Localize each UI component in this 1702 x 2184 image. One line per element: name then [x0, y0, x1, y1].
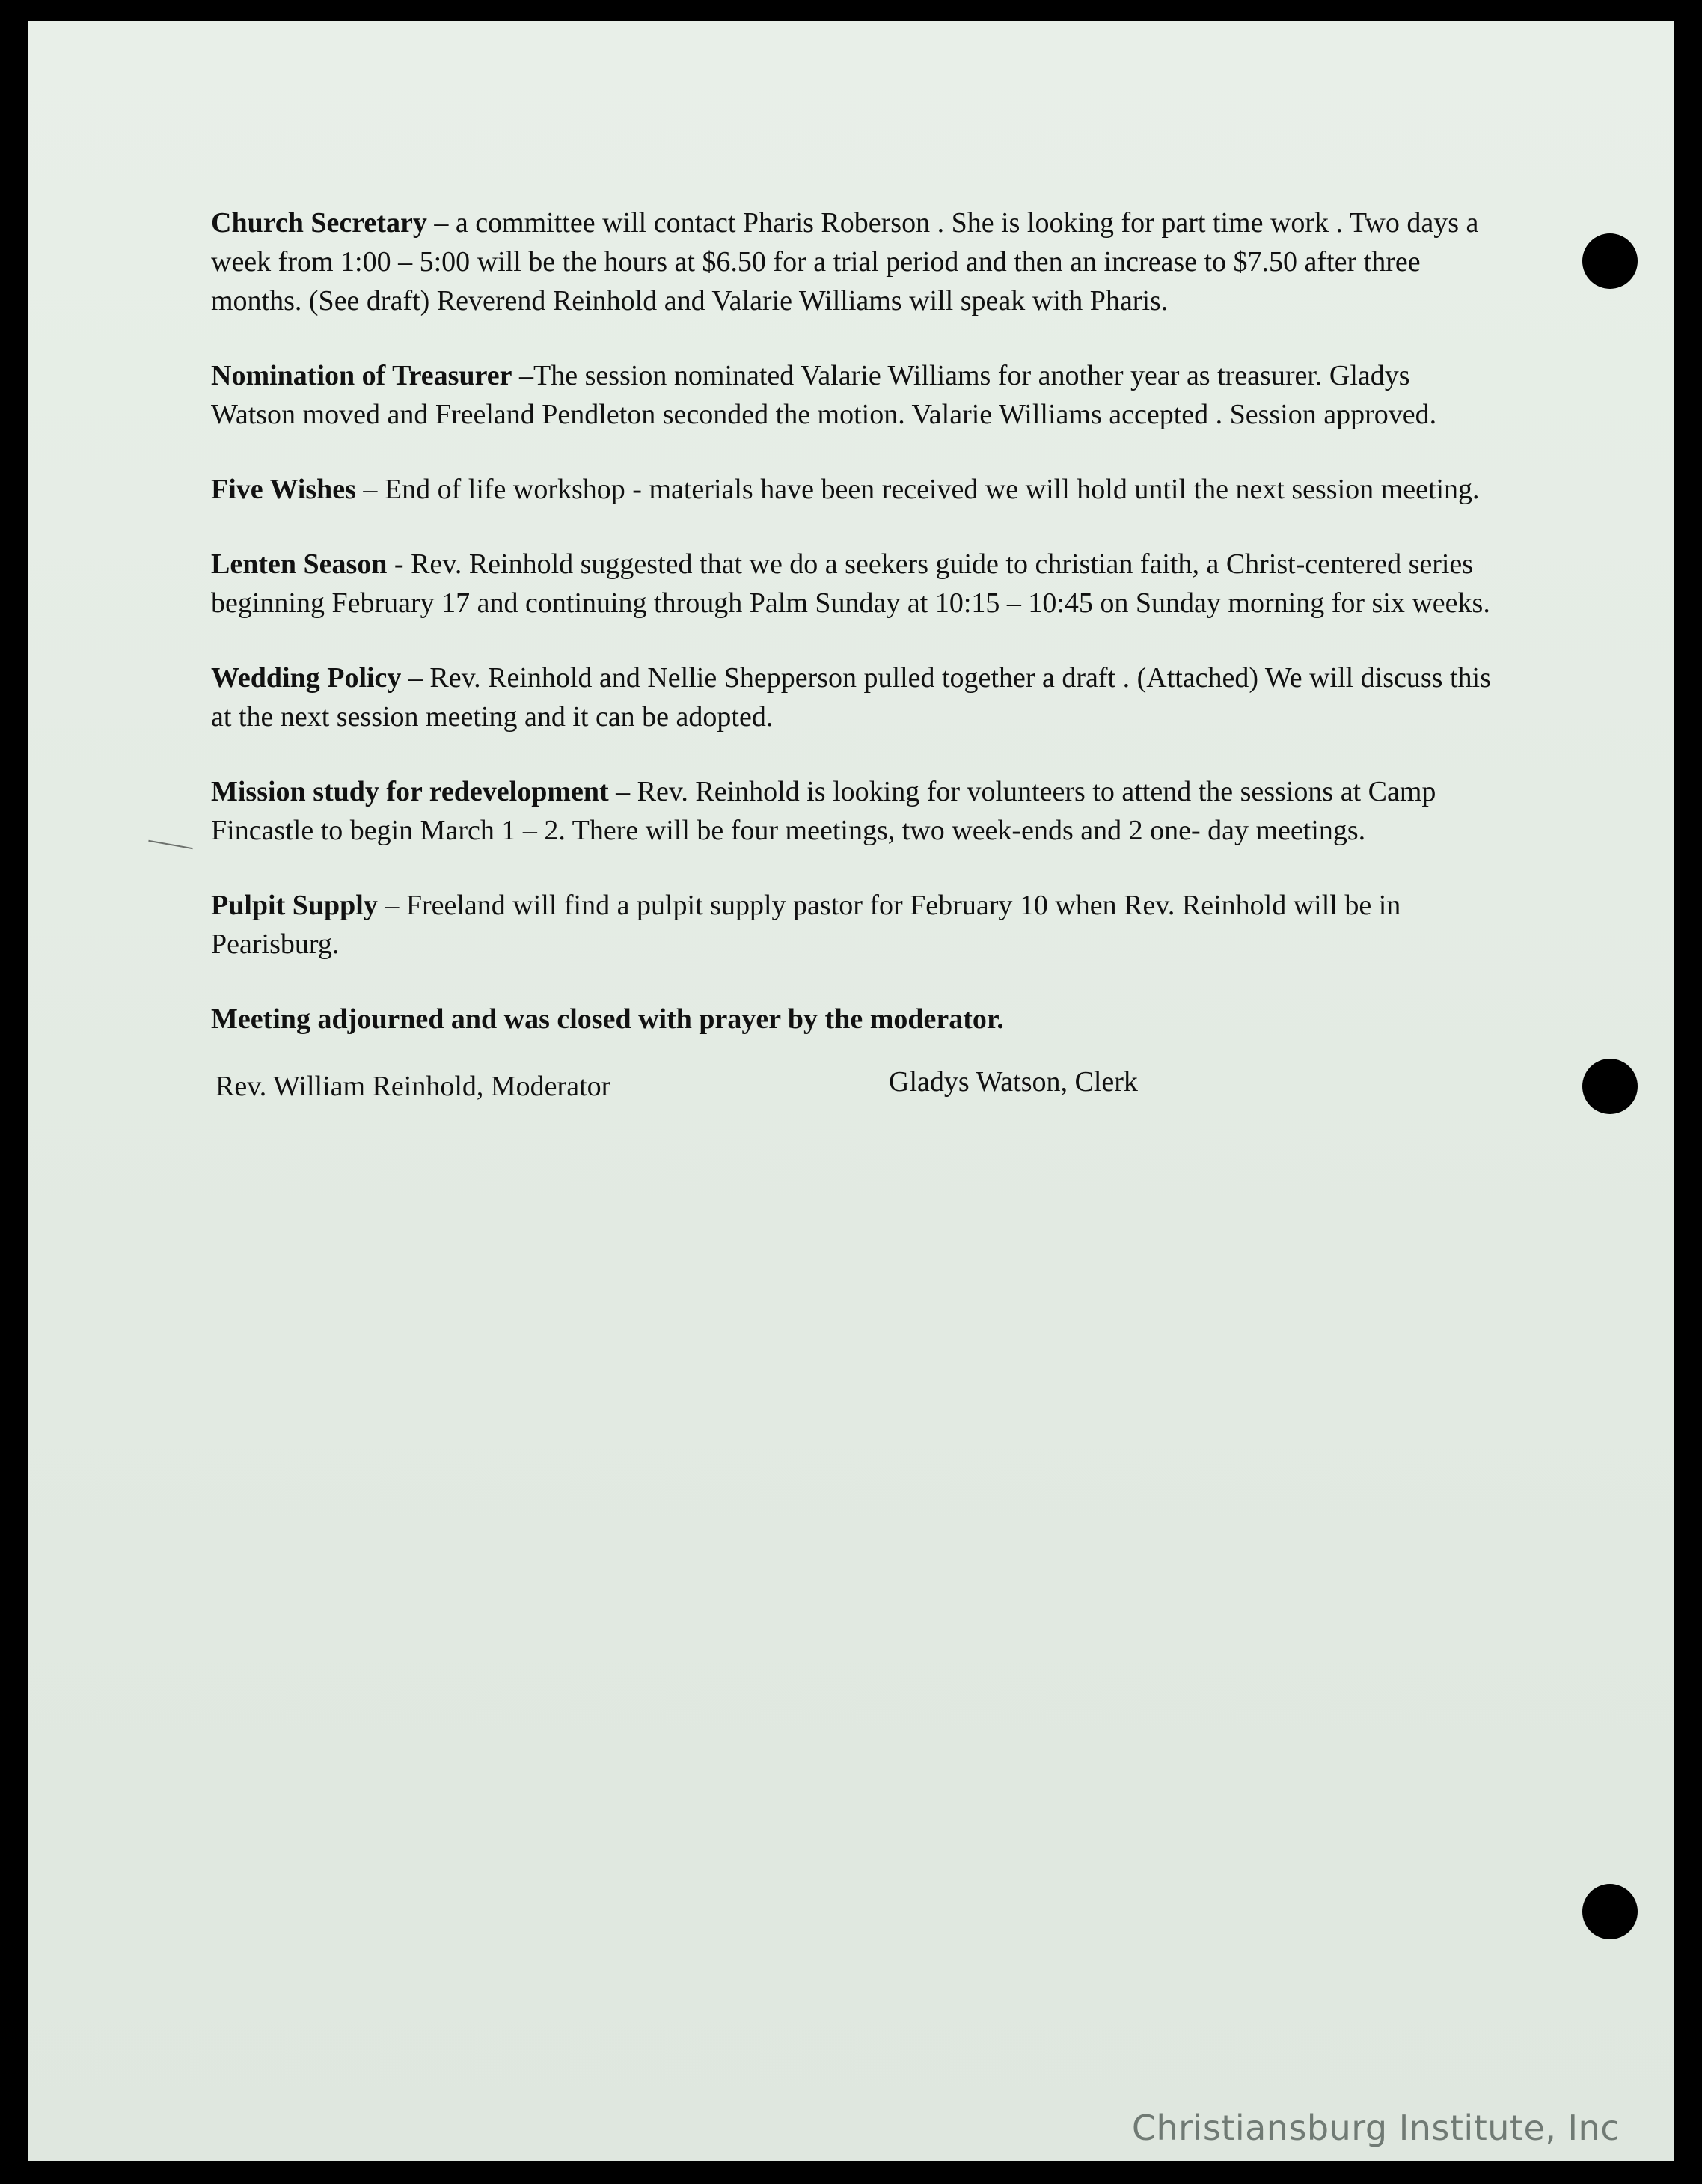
- item-text: - Rev. Reinhold suggested that we do a seekers guide to christian faith, a Christ-centered series beginning February 17 and continuing through Palm Sunday at 10:15 – 10:45 on Sunday morning for six weeks.: [211, 548, 1490, 619]
- agenda-item-five-wishes: [211, 470, 1498, 509]
- signature-block: [211, 1067, 1498, 1112]
- item-text: – a committee will contact Pharis Roberson . She is looking for part time work . Two days a week from 1:00 – 5:00 will be the hours at $6.50 for a trial period and then an increase to $7.50 after three months. (See draft) Reverend Reinhold and Valarie Williams will speak with Pharis.: [211, 207, 1479, 316]
- closing-statement: Meeting adjourned and was closed with prayer by the moderator.: [211, 1003, 1004, 1035]
- item-title: Five Wishes: [211, 474, 356, 505]
- punch-hole-top: [1582, 233, 1638, 289]
- item-text: – Rev. Reinhold is looking for volunteers to attend the sessions at Camp Fincastle to begin March 1 – 2. There will be four meetings, two week-ends and 2 one- day meetings.: [211, 776, 1436, 846]
- pencil-tick-mark: [148, 840, 192, 849]
- punch-hole-middle: [1582, 1059, 1638, 1114]
- archive-watermark: Christiansburg Institute, Inc: [1131, 2108, 1620, 2148]
- item-title: Pulpit Supply: [211, 890, 378, 921]
- item-text: – Rev. Reinhold and Nellie Shepperson pulled together a draft . (Attached) We will discuss this at the next session meeting and it can be adopted.: [211, 662, 1491, 732]
- moderator-signature: Rev. William Reinhold, Moderator: [215, 1071, 611, 1102]
- item-title: Mission study for redevelopment: [211, 776, 609, 807]
- agenda-item-wedding-policy: [211, 658, 1498, 736]
- item-title: Lenten Season: [211, 548, 388, 580]
- item-text: – Freeland will find a pulpit supply pastor for February 10 when Rev. Reinhold will be in Pearisburg.: [211, 890, 1401, 960]
- agenda-item-church-secretary: [211, 204, 1498, 320]
- minutes-body: [211, 204, 1498, 1112]
- agenda-item-lenten-season: [211, 545, 1498, 623]
- item-text: –The session nominated Valarie Williams for another year as treasurer. Gladys Watson moved and Freeland Pendleton seconded the motion. Valarie Williams accepted . Session approved.: [211, 360, 1437, 430]
- agenda-item-mission-study: [211, 772, 1498, 850]
- agenda-item-pulpit-supply: [211, 886, 1498, 964]
- item-title: Wedding Policy: [211, 662, 402, 694]
- item-title: Nomination of Treasurer: [211, 360, 512, 391]
- item-title: Church Secretary: [211, 207, 427, 239]
- clerk-signature: Gladys Watson, Clerk: [889, 1066, 1138, 1098]
- agenda-item-nomination-of-treasurer: [211, 356, 1498, 434]
- punch-hole-bottom: [1582, 1884, 1638, 1939]
- item-text: – End of life workshop - materials have been received we will hold until the next session meeting.: [355, 474, 1480, 505]
